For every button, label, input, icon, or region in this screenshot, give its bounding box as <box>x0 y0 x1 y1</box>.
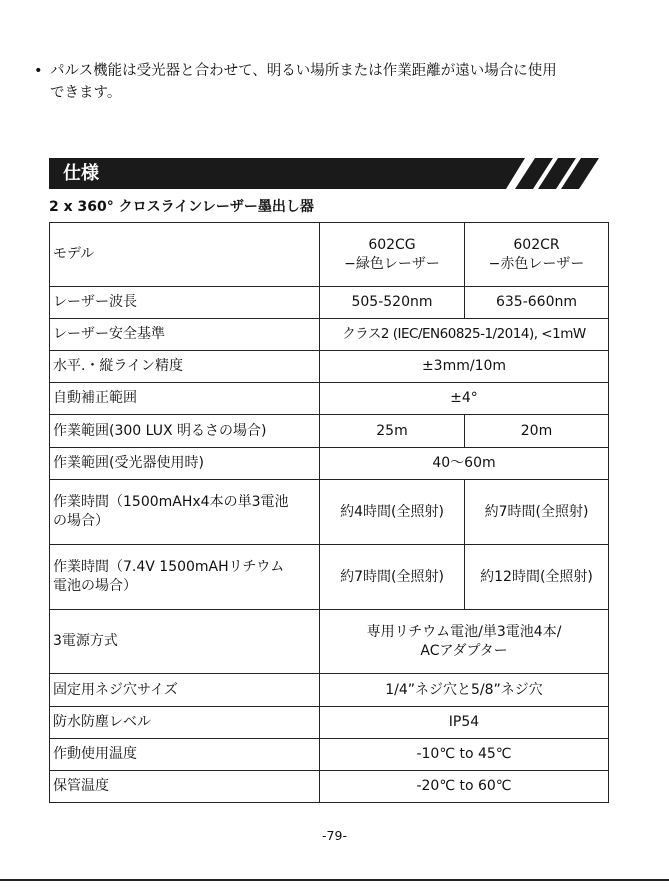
row-value-cg: 約4時間(全照射) <box>320 480 465 545</box>
model-cr-color: −赤色レーザー <box>488 255 585 272</box>
section-header-band <box>49 158 599 189</box>
row-label: 保管温度 <box>50 771 320 803</box>
table-row <box>50 448 609 480</box>
row-label: 防水防塵レベル <box>50 707 320 739</box>
row-value: 1/4”ネジ穴と5/8”ネジ穴 <box>320 674 609 707</box>
table-row <box>50 674 609 707</box>
row-label: 自動補正範囲 <box>50 383 320 415</box>
bullet-text-line-2: できます。 <box>50 85 122 101</box>
model-cr-cell <box>465 223 609 287</box>
table-row <box>50 739 609 771</box>
row-value-cg: 25m <box>320 415 465 448</box>
row-label-line-1: 作業時間（7.4V 1500mAHリチウム <box>53 559 285 575</box>
row-value: ±4° <box>320 383 609 415</box>
row-value: 40～60m <box>320 448 609 480</box>
table-row <box>50 771 609 803</box>
row-value-cg: 505-520nm <box>320 287 465 319</box>
table-row <box>50 287 609 319</box>
bullet-marker: • <box>34 63 43 79</box>
row-value-cr: 635-660nm <box>465 287 609 319</box>
row-label: 作動使用温度 <box>50 739 320 771</box>
table-row <box>50 383 609 415</box>
model-cg-cell <box>320 223 465 287</box>
row-label: 固定用ネジ穴サイズ <box>50 674 320 707</box>
table-row <box>50 351 609 383</box>
row-value-cr: 20m <box>465 415 609 448</box>
row-value: -20℃ to 60℃ <box>320 771 609 803</box>
table-row <box>50 707 609 739</box>
row-value-line-1: 専用リチウム電池/単3電池4本/ <box>366 623 562 640</box>
row-value <box>320 610 609 674</box>
model-cg-code: 602CG <box>368 236 416 253</box>
page-number: -79- <box>322 828 347 843</box>
row-label-line-2: の場合） <box>53 513 109 529</box>
row-value: IP54 <box>320 707 609 739</box>
row-value-cr: 約7時間(全照射) <box>465 480 609 545</box>
row-label <box>50 545 320 610</box>
model-cg-color: −緑色レーザー <box>344 255 440 272</box>
row-value-cr: 約12時間(全照射) <box>465 545 609 610</box>
table-row <box>50 610 609 674</box>
row-label: 作業範囲(300 LUX 明るさの場合) <box>50 415 320 448</box>
row-value: クラス2 (IEC/EN60825-1/2014), <1mW <box>320 319 609 351</box>
row-label: 水平.・縦ライン精度 <box>50 351 320 383</box>
row-label-line-1: 作業時間（1500mAHx4本の単3電池 <box>53 494 289 510</box>
row-label: 3電源方式 <box>50 610 320 674</box>
row-label-line-2: 電池の場合） <box>53 578 137 594</box>
model-cr-code: 602CR <box>513 236 560 253</box>
header-band-graphic <box>49 158 599 189</box>
row-value: -10℃ to 45℃ <box>320 739 609 771</box>
header-bar-shape <box>49 158 525 189</box>
table-row <box>50 480 609 545</box>
model-label: モデル <box>50 223 320 287</box>
bullet-text-line-1: パルス機能は受光器と合わせて、明るい場所または作業距離が遠い場合に使用 <box>50 63 557 79</box>
row-value-cg: 約7時間(全照射) <box>320 545 465 610</box>
row-value: ±3mm/10m <box>320 351 609 383</box>
table-row <box>50 545 609 610</box>
bottom-rule <box>0 879 669 881</box>
table-row <box>50 415 609 448</box>
row-value-line-2: ACアダプター <box>420 642 508 659</box>
section-subtitle: 2 x 360° クロスラインレーザー墨出し器 <box>49 199 314 215</box>
row-label: レーザー波長 <box>50 287 320 319</box>
row-label: 作業範囲(受光器使用時) <box>50 448 320 480</box>
section-title: 仕様 <box>63 163 99 184</box>
table-row <box>50 319 609 351</box>
spec-table <box>49 222 609 803</box>
row-label <box>50 480 320 545</box>
row-label: レーザー安全基準 <box>50 319 320 351</box>
table-row-model <box>50 223 609 287</box>
